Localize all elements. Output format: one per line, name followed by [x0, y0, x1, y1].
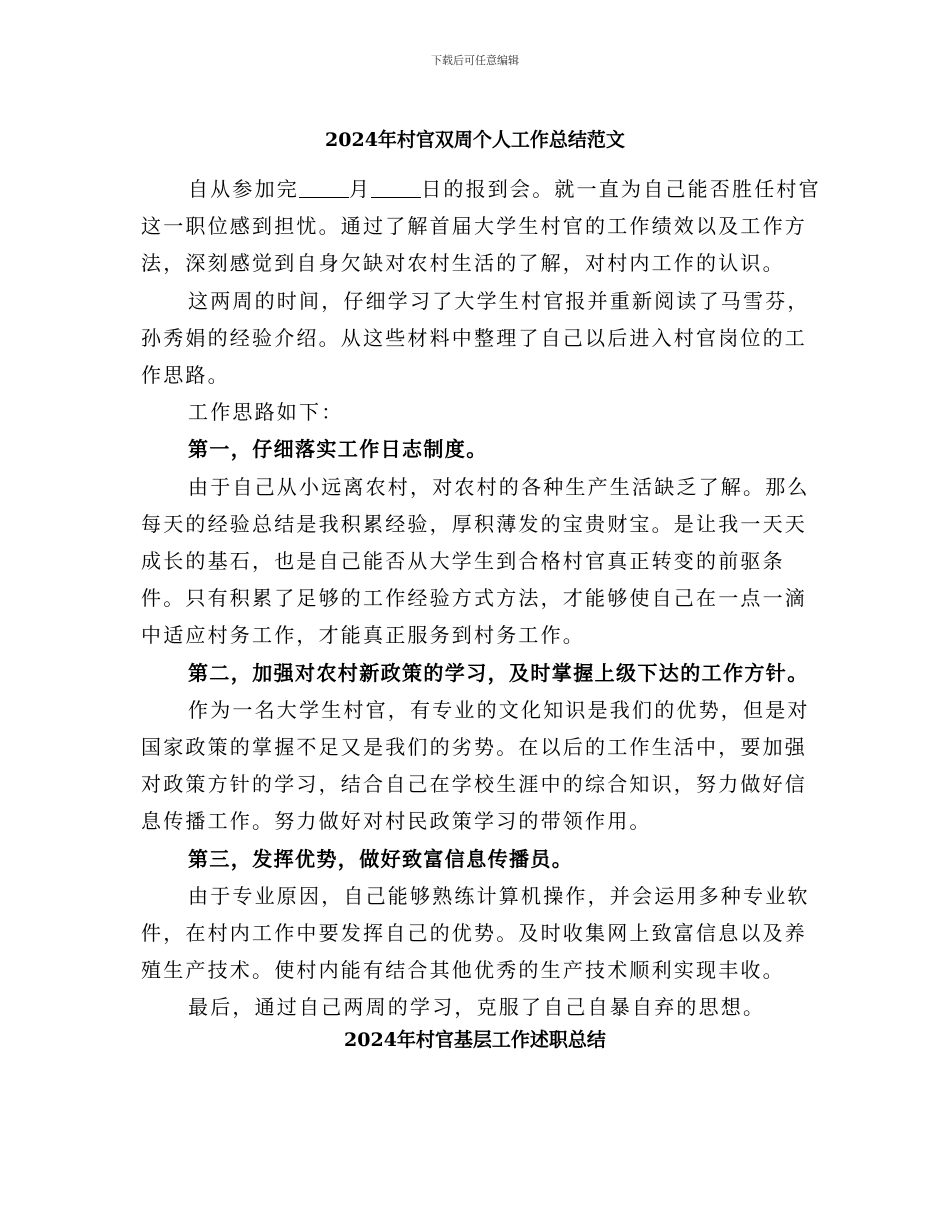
intro-paragraph	[141, 171, 821, 283]
intro-text-3: 日的报到会。就一直为自己能否胜任村官这一职位感到担忧。通过了解首届大学生村官的工作绩效以及工作方法，深刻感觉到自身欠缺对农村生活的了解，对村内工作的认识。	[141, 177, 821, 276]
day-blank	[371, 179, 421, 198]
paragraph: 工作思路如下：	[188, 400, 344, 425]
header-note: 下载后可任意编辑	[431, 54, 519, 67]
section-heading: 第二，加强对农村新政策的学习，及时掌握上级下达的工作方针。	[188, 660, 809, 685]
document-body	[141, 171, 821, 1027]
document-title: 2024年村官双周个人工作总结范文	[325, 129, 625, 151]
section-heading: 第三，发挥优势，做好致富信息传播员。	[188, 846, 574, 871]
paragraph: 由于专业原因，自己能够熟练计算机操作，并会运用多种专业软件，在村内工作中要发挥自己的优势。及时收集网上致富信息以及养殖生产技术。使村内能有结合其他优秀的生产技术顺利实现丰收。	[141, 883, 810, 983]
paragraph: 由于自己从小远离农村，对农村的各种生产生活缺乏了解。那么每天的经验总结是我积累经验，厚积薄发的宝贵财宝。是让我一天天成长的基石，也是自己能否从大学生到合格村官真正转变的前驱条件。只有积累了足够的工作经验方式方法，才能够使自己在一点一滴中适应村务工作，才能真正服务到村务工作。	[141, 474, 810, 648]
paragraph: 这两周的时间，仔细学习了大学生村官报并重新阅读了马雪芬，孙秀娟的经验介绍。从这些材料中整理了自己以后进入村官岗位的工作思路。	[141, 288, 810, 388]
paragraph: 最后，通过自己两周的学习，克服了自己自暴自弃的思想。	[188, 995, 766, 1020]
second-document-title: 2024年村官基层工作述职总结	[344, 1029, 606, 1051]
intro-text-1: 自从参加完	[188, 177, 299, 201]
intro-text-2: 月	[349, 177, 372, 201]
month-blank	[299, 179, 349, 198]
section-heading: 第一，仔细落实工作日志制度。	[188, 437, 488, 462]
paragraph: 作为一名大学生村官，有专业的文化知识是我们的优势，但是对国家政策的掌握不足又是我们的劣势。在以后的工作生活中，要加强对政策方针的学习，结合自己在学校生涯中的综合知识，努力做好信息传播工作。努力做好对村民政策学习的带领作用。	[141, 697, 810, 834]
